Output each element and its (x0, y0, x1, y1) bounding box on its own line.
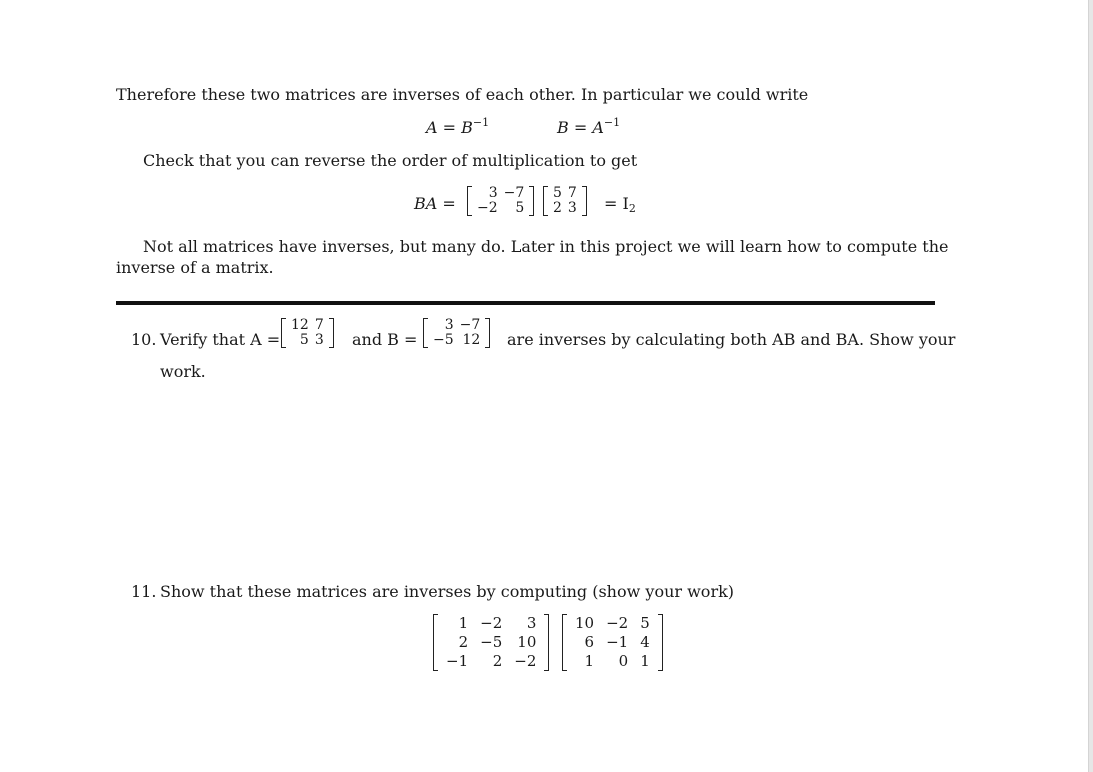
matrix-cell: 5 (299, 332, 309, 348)
matrix-cell: −2 (480, 614, 503, 632)
matrix-cell: 5 (515, 200, 525, 216)
section-divider (116, 301, 935, 305)
matrix-cell: 5 (553, 185, 562, 201)
matrix-row (569, 633, 656, 652)
matrix-cell: 5 (640, 614, 650, 632)
matrix-cell: −5 (433, 332, 454, 348)
matrix-cell: 10 (517, 633, 537, 651)
matrix-b-2x2 (467, 186, 534, 216)
paragraph-inverses-line1: Not all matrices have inverses, but many do. Later in this project we will learn how to compute the (143, 237, 949, 256)
matrix-row (474, 186, 527, 201)
matrix-cell: 4 (640, 633, 650, 651)
q11-number: 11. (131, 582, 157, 601)
matrix-cell: 3 (567, 200, 577, 216)
matrix-cell: 3 (526, 614, 537, 632)
paragraph-intro: Therefore these two matrices are inverses of each other. In particular we could write (116, 85, 809, 104)
matrix-cell: 12 (291, 317, 309, 333)
matrix-cell: −2 (477, 200, 498, 216)
matrix-cell: 10 (575, 614, 595, 632)
matrix-cell: 0 (618, 652, 629, 670)
q10-text-and: and B = (352, 330, 418, 349)
matrix-row (474, 201, 527, 216)
q10-text-after: are inverses by calculating both AB and BA. Show your (507, 330, 956, 349)
matrix-cell: −7 (459, 317, 481, 333)
matrix-cell: 3 (488, 185, 498, 201)
equation-a-inverse: $A = B^{-1}$ (426, 116, 490, 137)
matrix-row (550, 186, 580, 201)
matrix-row (440, 614, 542, 633)
matrix-cell: 2 (458, 633, 469, 651)
matrix-cell: 1 (584, 652, 595, 670)
matrix-cell: −1 (446, 652, 469, 670)
matrix-cell: −1 (606, 633, 629, 651)
matrix-cell: 3 (444, 317, 454, 333)
matrix-cell: 12 (462, 332, 481, 348)
matrix-row (288, 333, 327, 348)
matrix-cell: −2 (514, 652, 537, 670)
matrix-row (440, 633, 542, 652)
matrix-cell: −5 (480, 633, 503, 651)
matrix-row (288, 318, 327, 333)
matrix-row (430, 333, 483, 348)
q10-text-line2: work. (160, 362, 206, 381)
matrix-row (550, 201, 580, 216)
q10-number: 10. (131, 330, 157, 349)
matrix-row (430, 318, 483, 333)
matrix-cell: 6 (584, 633, 595, 651)
matrix-a-2x2 (543, 186, 587, 216)
q11-text: Show that these matrices are inverses by computing (show your work) (160, 582, 735, 601)
matrix-row (569, 614, 656, 633)
q11-matrix-2 (562, 614, 663, 671)
matrix-cell: 3 (314, 332, 324, 348)
page-edge (1088, 0, 1093, 772)
ba-label: BA = (414, 194, 456, 213)
identity-result: = $I_2$ (604, 194, 636, 215)
paragraph-inverses-line2: inverse of a matrix. (116, 258, 274, 277)
matrix-cell: −7 (503, 185, 525, 201)
check-instruction: Check that you can reverse the order of multiplication to get (143, 151, 638, 170)
q10-matrix-a (281, 318, 334, 348)
q10-text-a: Verify that A = (160, 330, 281, 349)
matrix-cell: 2 (553, 200, 562, 216)
matrix-cell: −2 (606, 614, 629, 632)
matrix-cell: 1 (640, 652, 650, 670)
matrix-row (440, 652, 542, 671)
matrix-cell: 7 (314, 317, 324, 333)
matrix-cell: 7 (567, 185, 577, 201)
matrix-cell: 1 (458, 614, 469, 632)
q11-matrix-1 (433, 614, 549, 671)
matrix-row (569, 652, 656, 671)
matrix-cell: 2 (492, 652, 503, 670)
equation-b-inverse: $B = A^{-1}$ (557, 116, 621, 137)
q10-matrix-b (423, 318, 490, 348)
